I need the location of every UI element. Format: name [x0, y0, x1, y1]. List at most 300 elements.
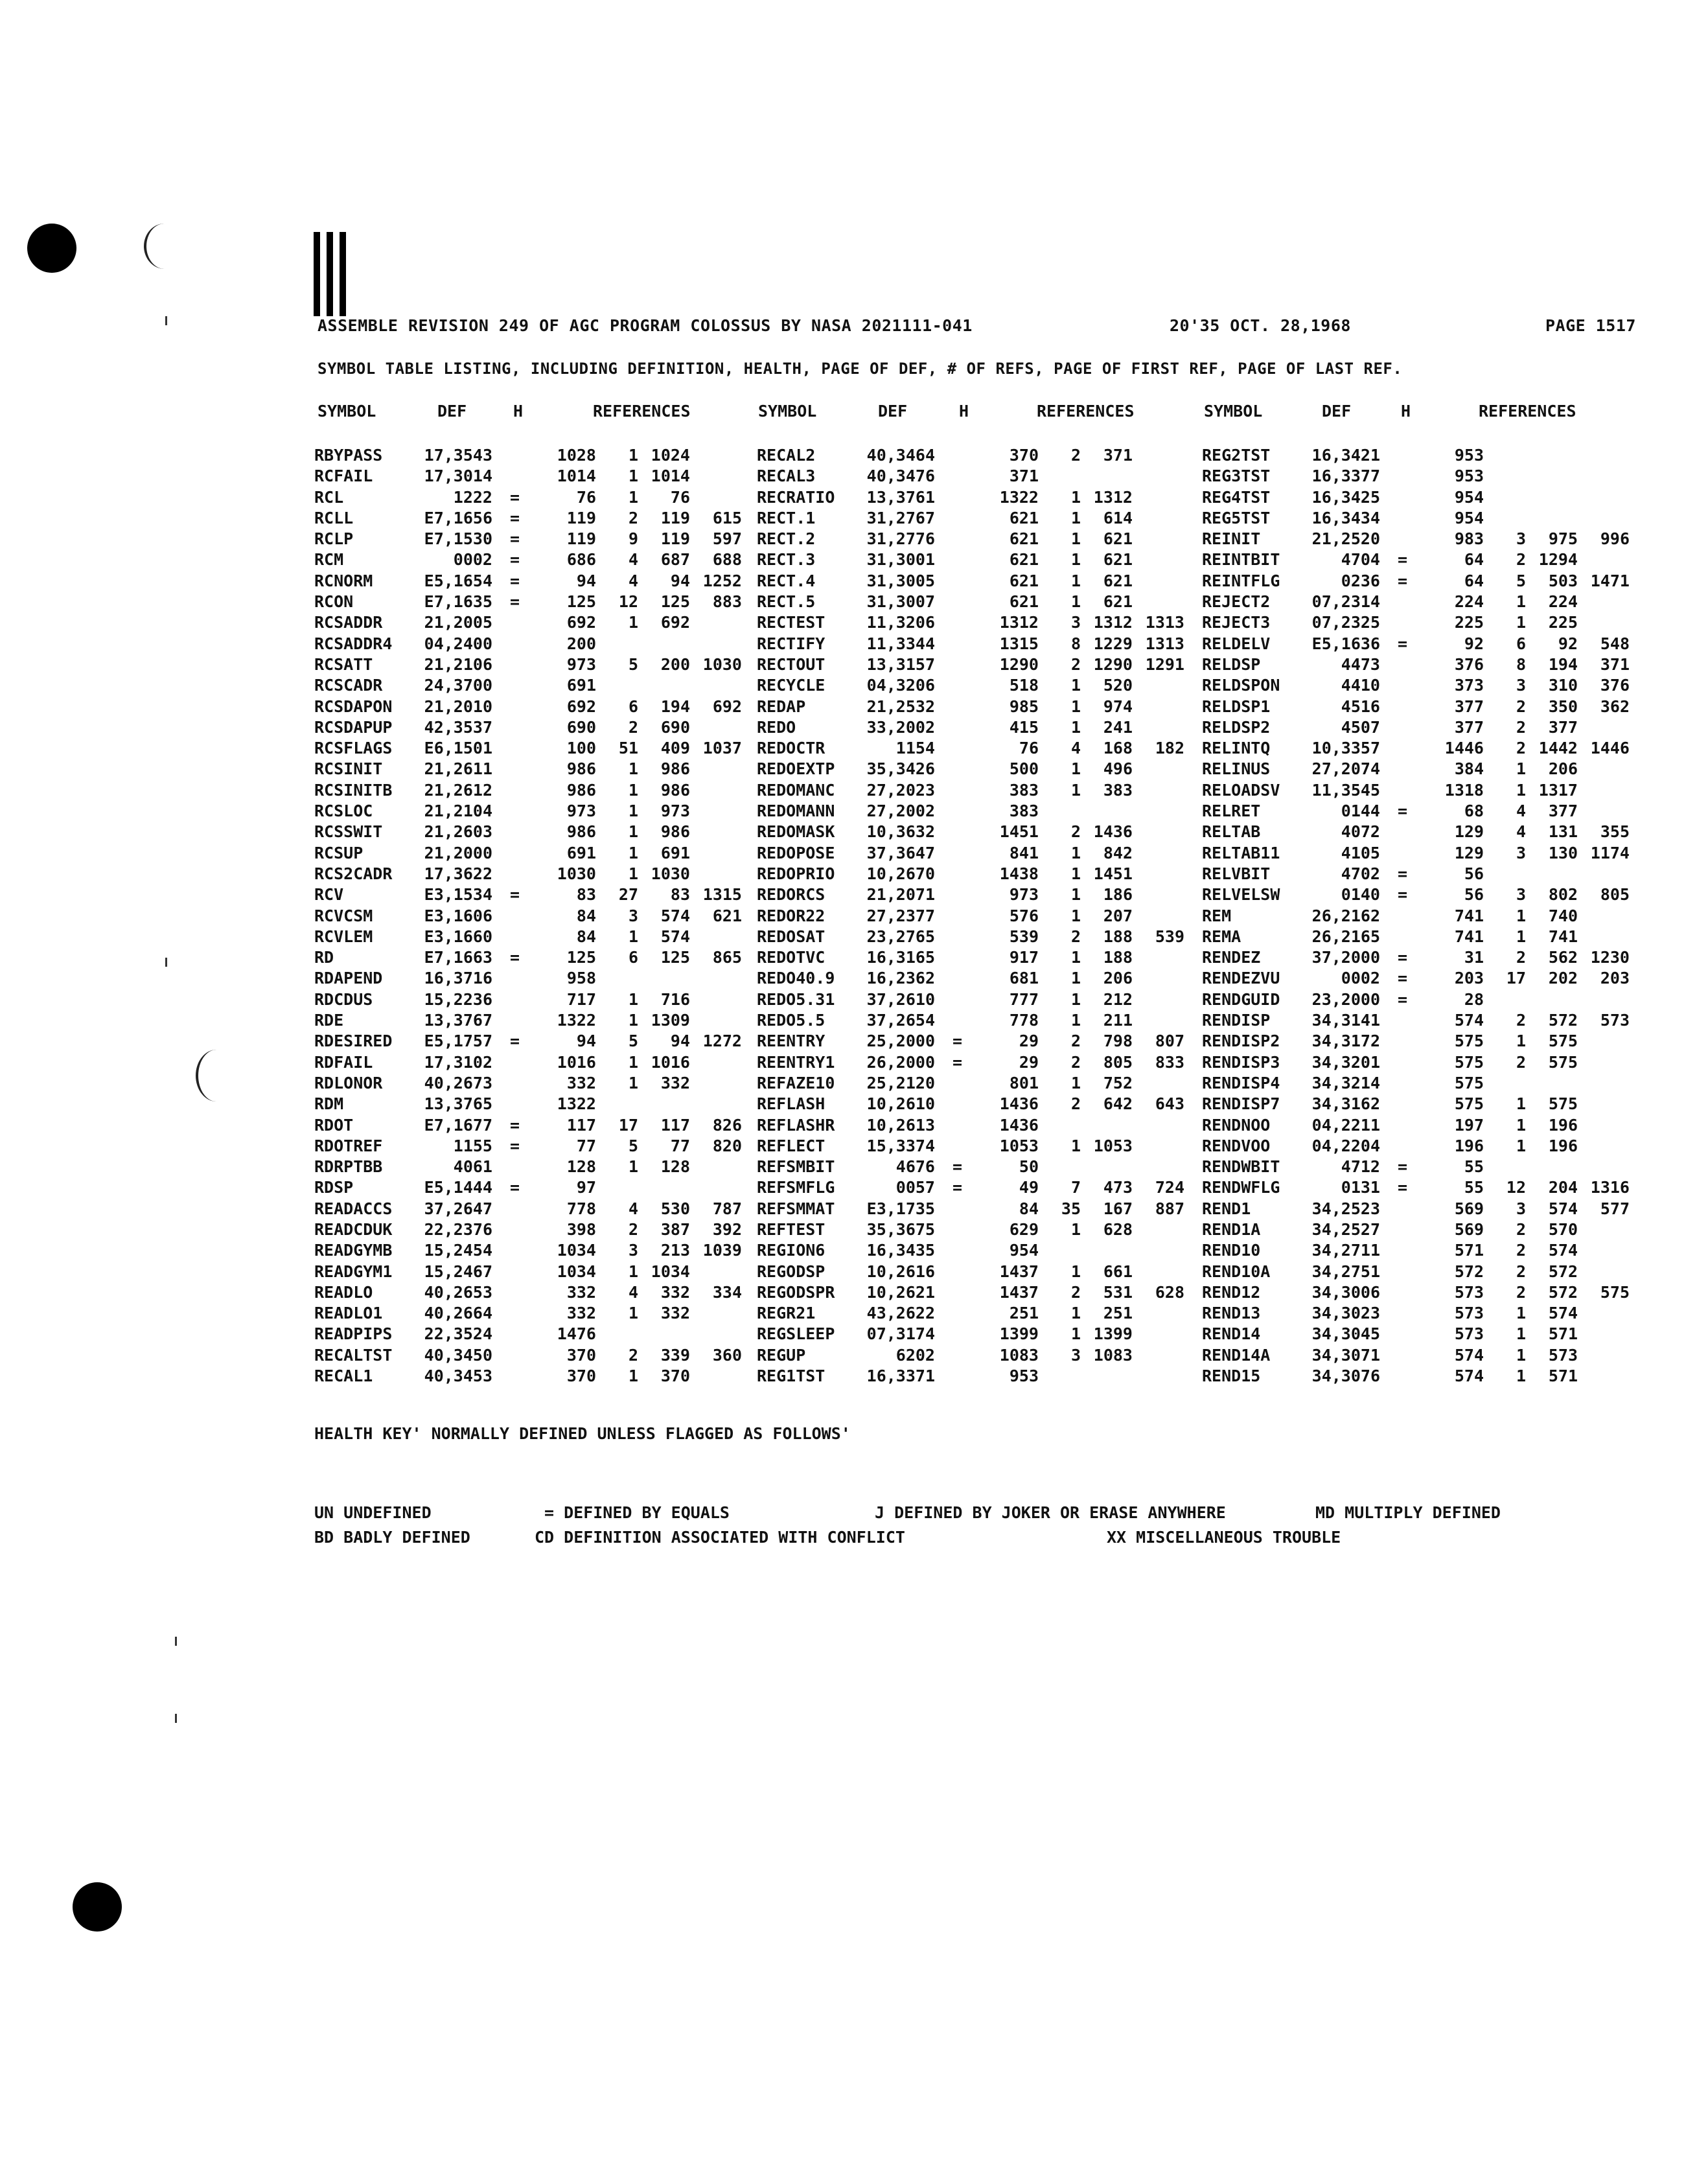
definition: E7,1530 [424, 529, 492, 549]
page-of-def: 573 [1454, 1282, 1484, 1302]
symbol-name: REG1TST [757, 1367, 825, 1386]
symbol-name: RENDWBIT [1202, 1157, 1280, 1177]
page-of-def: 29 [1019, 1052, 1039, 1072]
last-ref: 392 [712, 1219, 742, 1239]
punch-hole-arc-middle [196, 1050, 237, 1102]
page-of-def: 29 [1019, 1032, 1039, 1051]
ref-count: 1 [1516, 906, 1526, 925]
ref-count: 3 [628, 1241, 638, 1260]
definition: 37,3647 [866, 843, 935, 862]
definition: 0057 [895, 1178, 935, 1197]
definition: 34,3141 [1311, 1011, 1380, 1030]
symbol-name: REND13 [1202, 1304, 1261, 1323]
page-of-def: 377 [1454, 717, 1484, 737]
definition: 4105 [1341, 843, 1380, 862]
ref-count: 4 [1516, 822, 1526, 842]
col-header-references: REFERENCES [1037, 402, 1135, 421]
header-subtitle: SYMBOL TABLE LISTING, INCLUDING DEFINITION, HEALTH, PAGE OF DEF, # OF REFS, PAGE OF FIRST REF, PAGE OF LAST REF. [317, 360, 1403, 378]
page-of-def: 1083 [999, 1345, 1039, 1365]
definition: 15,3374 [866, 1136, 935, 1155]
symbol-name: RDRPTBB [314, 1157, 383, 1177]
first-ref: 503 [1548, 571, 1578, 590]
page-of-def: 1315 [999, 634, 1039, 653]
first-ref: 571 [1548, 1324, 1578, 1344]
ref-count: 1 [628, 843, 638, 862]
margin-mark [175, 1637, 177, 1646]
definition: 1222 [453, 487, 492, 507]
definition: 4704 [1341, 550, 1380, 570]
first-ref: 575 [1548, 1052, 1578, 1072]
symbol-name: RENDWFLG [1202, 1178, 1280, 1197]
col-header-symbol: SYMBOL [317, 402, 376, 421]
ref-count: 1 [1516, 592, 1526, 612]
page-of-def: 574 [1454, 1011, 1484, 1030]
definition: 34,2751 [1311, 1262, 1380, 1281]
definition: 10,3632 [866, 822, 935, 842]
symbol-name: RDM [314, 1094, 344, 1114]
first-ref: 204 [1548, 1178, 1578, 1197]
ref-count: 2 [1516, 739, 1526, 758]
first-ref: 805 [1103, 1052, 1133, 1072]
definition: 26,2000 [866, 1052, 935, 1072]
symbol-name: RENDISP3 [1202, 1052, 1280, 1072]
header-page-number: PAGE 1517 [1545, 316, 1636, 335]
first-ref: 332 [660, 1073, 690, 1092]
ref-count: 8 [1070, 634, 1081, 653]
symbol-name: RELDSP2 [1202, 717, 1271, 737]
definition: 0002 [1341, 969, 1380, 988]
ref-count: 1 [1516, 1367, 1526, 1386]
ref-count: 4 [628, 1282, 638, 1302]
health-key-multiply: MD MULTIPLY DEFINED [1315, 1503, 1501, 1522]
page-of-def: 64 [1464, 571, 1484, 590]
definition: 16,3377 [1311, 467, 1380, 486]
first-ref: 741 [1548, 927, 1578, 946]
definition: E5,1654 [424, 571, 492, 590]
page-of-def: 621 [1009, 508, 1039, 527]
health-flag: = [510, 487, 520, 507]
symbol-name: READPIPS [314, 1324, 393, 1344]
definition: 10,2621 [866, 1282, 935, 1302]
ref-count: 1 [628, 822, 638, 842]
definition: E7,1635 [424, 592, 492, 612]
ref-count: 1 [1516, 927, 1526, 946]
first-ref: 687 [660, 550, 690, 570]
symbol-name: RCVCSM [314, 906, 373, 925]
ref-count: 1 [1516, 1304, 1526, 1323]
symbol-name: REM [1202, 906, 1232, 925]
definition: 04,2204 [1311, 1136, 1380, 1155]
ref-count: 1 [1070, 1262, 1081, 1281]
page-of-def: 377 [1454, 697, 1484, 716]
page-of-def: 55 [1464, 1157, 1484, 1177]
first-ref: 520 [1103, 676, 1133, 695]
symbol-name: REG3TST [1202, 467, 1271, 486]
definition: 4061 [453, 1157, 492, 1177]
page-of-def: 49 [1019, 1178, 1039, 1197]
page-of-def: 77 [576, 1136, 596, 1155]
symbol-name: RELDELV [1202, 634, 1271, 653]
first-ref: 716 [660, 989, 690, 1009]
page-of-def: 539 [1009, 927, 1039, 946]
first-ref: 1294 [1538, 550, 1578, 570]
definition: 40,3453 [424, 1367, 492, 1386]
ref-count: 2 [1516, 717, 1526, 737]
definition: 11,3344 [866, 634, 935, 653]
first-ref: 212 [1103, 989, 1133, 1009]
definition: 04,3206 [866, 676, 935, 695]
first-ref: 740 [1548, 906, 1578, 925]
page-of-def: 203 [1454, 969, 1484, 988]
page-of-def: 1053 [999, 1136, 1039, 1155]
first-ref: 973 [660, 802, 690, 821]
definition: 21,2612 [424, 780, 492, 800]
page-of-def: 985 [1009, 697, 1039, 716]
symbol-name: RENDEZ [1202, 948, 1261, 967]
punch-hole-top [27, 224, 76, 273]
page-of-def: 575 [1454, 1094, 1484, 1114]
last-ref: 376 [1600, 676, 1630, 695]
last-ref: 805 [1600, 885, 1630, 905]
definition: 40,2673 [424, 1073, 492, 1092]
first-ref: 251 [1103, 1304, 1133, 1323]
page-of-def: 128 [566, 1157, 596, 1177]
page-of-def: 621 [1009, 571, 1039, 590]
page-of-def: 1451 [999, 822, 1039, 842]
health-flag: = [1398, 989, 1408, 1009]
last-ref: 1252 [702, 571, 742, 590]
last-ref: 724 [1155, 1178, 1184, 1197]
ref-count: 1 [628, 759, 638, 779]
first-ref: 350 [1548, 697, 1578, 716]
margin-mark [175, 1714, 177, 1723]
ref-count: 1 [1516, 1136, 1526, 1155]
definition: 16,3716 [424, 969, 492, 988]
definition: 0131 [1341, 1178, 1380, 1197]
ref-count: 3 [1516, 529, 1526, 549]
ref-count: 6 [1516, 634, 1526, 653]
definition: 40,2653 [424, 1282, 492, 1302]
page-of-def: 55 [1464, 1178, 1484, 1197]
ref-count: 1 [628, 1073, 638, 1092]
symbol-name: RENDEZVU [1202, 969, 1280, 988]
ref-count: 1 [1070, 864, 1081, 883]
health-flag: = [952, 1157, 963, 1177]
page-of-def: 1030 [557, 864, 596, 883]
health-flag: = [510, 1032, 520, 1051]
symbol-name: REDOMANN [757, 802, 835, 821]
health-flag: = [510, 529, 520, 549]
definition: 07,2314 [1311, 592, 1380, 612]
page-of-def: 200 [566, 634, 596, 653]
symbol-name: RENDISP7 [1202, 1094, 1280, 1114]
page-of-def: 370 [566, 1345, 596, 1365]
definition: 15,2467 [424, 1262, 492, 1281]
ref-count: 2 [1070, 1052, 1081, 1072]
page-of-def: 94 [576, 571, 596, 590]
first-ref: 1034 [651, 1262, 690, 1281]
definition: 16,3434 [1311, 508, 1380, 527]
first-ref: 572 [1548, 1282, 1578, 1302]
ref-count: 1 [1516, 1032, 1526, 1051]
ref-count: 2 [1070, 1094, 1081, 1114]
symbol-name: RCSINIT [314, 759, 383, 779]
ref-count: 1 [1070, 571, 1081, 590]
definition: 21,2611 [424, 759, 492, 779]
first-ref: 621 [1103, 592, 1133, 612]
page-of-def: 973 [566, 802, 596, 821]
symbol-name: REFSMMAT [757, 1199, 835, 1218]
first-ref: 614 [1103, 508, 1133, 527]
ref-count: 4 [628, 571, 638, 590]
ref-count: 1 [1516, 1115, 1526, 1135]
definition: 11,3206 [866, 613, 935, 632]
symbol-name: RCVLEM [314, 927, 373, 946]
page-of-def: 690 [566, 717, 596, 737]
health-flag: = [952, 1052, 963, 1072]
ref-count: 2 [1516, 697, 1526, 716]
ref-count: 2 [1516, 1219, 1526, 1239]
page-of-def: 621 [1009, 592, 1039, 612]
page-of-def: 415 [1009, 717, 1039, 737]
symbol-name: RDFAIL [314, 1052, 373, 1072]
ref-count: 1 [1070, 885, 1081, 905]
first-ref: 691 [660, 843, 690, 862]
definition: 4072 [1341, 822, 1380, 842]
page-of-def: 500 [1009, 759, 1039, 779]
health-flag: = [952, 1032, 963, 1051]
page-of-def: 691 [566, 843, 596, 862]
definition: 26,2162 [1311, 906, 1380, 925]
symbol-name: RCS2CADR [314, 864, 393, 883]
symbol-name: RENDNOO [1202, 1115, 1271, 1135]
symbol-name: READCDUK [314, 1219, 393, 1239]
first-ref: 572 [1548, 1011, 1578, 1030]
ref-count: 1 [628, 864, 638, 883]
symbol-name: REDORCS [757, 885, 825, 905]
definition: E7,1656 [424, 508, 492, 527]
first-ref: 94 [670, 571, 690, 590]
page-of-def: 371 [1009, 467, 1039, 486]
symbol-name: RBYPASS [314, 446, 383, 465]
ref-count: 5 [1516, 571, 1526, 590]
ref-count: 6 [628, 697, 638, 716]
definition: 31,3005 [866, 571, 935, 590]
ref-count: 4 [628, 550, 638, 570]
margin-mark [165, 958, 167, 967]
page-of-def: 621 [1009, 550, 1039, 570]
page-of-def: 196 [1454, 1136, 1484, 1155]
first-ref: 83 [670, 885, 690, 905]
symbol-name: REND10 [1202, 1241, 1261, 1260]
definition: 21,2104 [424, 802, 492, 821]
first-ref: 202 [1548, 969, 1578, 988]
symbol-name: RECTOUT [757, 654, 825, 674]
last-ref: 1174 [1590, 843, 1630, 862]
symbol-name: RCSUP [314, 843, 364, 862]
first-ref: 77 [670, 1136, 690, 1155]
ref-count: 1 [628, 1262, 638, 1281]
first-ref: 119 [660, 529, 690, 549]
symbol-name: REINTBIT [1202, 550, 1280, 570]
first-ref: 574 [660, 927, 690, 946]
symbol-name: REGUP [757, 1345, 806, 1365]
page-of-def: 1438 [999, 864, 1039, 883]
last-ref: 883 [712, 592, 742, 612]
page-of-def: 1028 [557, 446, 596, 465]
first-ref: 213 [660, 1241, 690, 1260]
symbol-name: READGYM1 [314, 1262, 393, 1281]
page-of-def: 841 [1009, 843, 1039, 862]
ref-count: 1 [1516, 1345, 1526, 1365]
first-ref: 1016 [651, 1052, 690, 1072]
page-of-def: 1476 [557, 1324, 596, 1344]
page-of-def: 571 [1454, 1241, 1484, 1260]
symbol-name: RECALTST [314, 1345, 393, 1365]
page-of-def: 983 [1454, 529, 1484, 549]
page-of-def: 717 [566, 989, 596, 1009]
page-of-def: 1016 [557, 1052, 596, 1072]
symbol-name: RCNORM [314, 571, 373, 590]
last-ref: 820 [712, 1136, 742, 1155]
symbol-name: RELINUS [1202, 759, 1271, 779]
ref-count: 1 [1516, 759, 1526, 779]
first-ref: 986 [660, 759, 690, 779]
symbol-name: RELDSPON [1202, 676, 1280, 695]
ref-count: 1 [1070, 1073, 1081, 1092]
punch-hole-arc-top [144, 224, 185, 269]
definition: 31,3007 [866, 592, 935, 612]
first-ref: 332 [660, 1282, 690, 1302]
last-ref: 371 [1600, 654, 1630, 674]
definition: 37,2647 [424, 1199, 492, 1218]
definition: 21,2532 [866, 697, 935, 716]
symbol-name: REGODSP [757, 1262, 825, 1281]
col-header-def: DEF [878, 402, 908, 421]
definition: 13,3157 [866, 654, 935, 674]
page-of-def: 332 [566, 1282, 596, 1302]
page-of-def: 383 [1009, 802, 1039, 821]
first-ref: 196 [1548, 1115, 1578, 1135]
ref-count: 1 [1070, 717, 1081, 737]
symbol-name: RENDGUID [1202, 989, 1280, 1009]
health-flag: = [1398, 864, 1408, 883]
definition: 13,3767 [424, 1011, 492, 1030]
definition: 4702 [1341, 864, 1380, 883]
ref-count: 1 [1070, 676, 1081, 695]
page-of-def: 398 [566, 1219, 596, 1239]
symbol-name: REDOR22 [757, 906, 825, 925]
page-of-def: 917 [1009, 948, 1039, 967]
page-of-def: 691 [566, 676, 596, 695]
page-of-def: 94 [576, 1032, 596, 1051]
ref-count: 17 [1506, 969, 1526, 988]
first-ref: 562 [1548, 948, 1578, 967]
symbol-name: RCLL [314, 508, 354, 527]
ref-count: 1 [1070, 508, 1081, 527]
first-ref: 975 [1548, 529, 1578, 549]
symbol-name: REDOMASK [757, 822, 835, 842]
definition: 0236 [1341, 571, 1380, 590]
ref-count: 27 [618, 885, 638, 905]
first-ref: 188 [1103, 927, 1133, 946]
ref-count: 51 [618, 739, 638, 758]
ref-count: 1 [628, 613, 638, 632]
last-ref: 996 [1600, 529, 1630, 549]
health-flag: = [1398, 1157, 1408, 1177]
health-flag: = [1398, 802, 1408, 821]
col-header-h: H [513, 402, 524, 421]
definition: 34,3162 [1311, 1094, 1380, 1114]
punch-hole-bottom [73, 1882, 122, 1932]
symbol-name: RECT.2 [757, 529, 816, 549]
ref-count: 1 [1070, 550, 1081, 570]
definition: 4473 [1341, 654, 1380, 674]
first-ref: 1436 [1093, 822, 1133, 842]
ref-count: 1 [1070, 780, 1081, 800]
first-ref: 571 [1548, 1367, 1578, 1386]
first-ref: 661 [1103, 1262, 1133, 1281]
first-ref: 621 [1103, 550, 1133, 570]
first-ref: 207 [1103, 906, 1133, 925]
health-flag: = [510, 1115, 520, 1135]
symbol-name: READACCS [314, 1199, 393, 1218]
first-ref: 1053 [1093, 1136, 1133, 1155]
page-of-def: 741 [1454, 927, 1484, 946]
ref-count: 1 [1070, 1011, 1081, 1030]
page-of-def: 83 [576, 885, 596, 905]
definition: E7,1677 [424, 1115, 492, 1135]
symbol-name: RCSDAPUP [314, 717, 393, 737]
first-ref: 1451 [1093, 864, 1133, 883]
symbol-name: REDOEXTP [757, 759, 835, 779]
symbol-name: REINTFLG [1202, 571, 1280, 590]
symbol-name: REDOPOSE [757, 843, 835, 862]
symbol-name: REDO [757, 717, 796, 737]
symbol-name: REDOCTR [757, 739, 825, 758]
last-ref: 833 [1155, 1052, 1184, 1072]
definition: 40,3464 [866, 446, 935, 465]
definition: 37,2610 [866, 989, 935, 1009]
health-flag: = [1398, 550, 1408, 570]
ref-count: 1 [1070, 1136, 1081, 1155]
ref-count: 3 [1070, 1345, 1081, 1365]
page-of-def: 973 [1009, 885, 1039, 905]
symbol-name: REMA [1202, 927, 1241, 946]
symbol-name: RCV [314, 885, 344, 905]
col-header-symbol: SYMBOL [1204, 402, 1263, 421]
page-of-def: 1437 [999, 1282, 1039, 1302]
last-ref: 362 [1600, 697, 1630, 716]
health-flag: = [1398, 948, 1408, 967]
first-ref: 496 [1103, 759, 1133, 779]
first-ref: 76 [670, 487, 690, 507]
symbol-name: RCFAIL [314, 467, 373, 486]
symbol-name: RECT.4 [757, 571, 816, 590]
page-of-def: 574 [1454, 1345, 1484, 1365]
health-flag: = [510, 592, 520, 612]
symbol-name: REFSMFLG [757, 1178, 835, 1197]
ref-count: 4 [1516, 802, 1526, 821]
first-ref: 387 [660, 1219, 690, 1239]
definition: 31,3001 [866, 550, 935, 570]
health-key-misc: XX MISCELLANEOUS TROUBLE [1107, 1528, 1341, 1547]
first-ref: 200 [660, 654, 690, 674]
last-ref: 334 [712, 1282, 742, 1302]
ref-count: 2 [1516, 1241, 1526, 1260]
page-of-def: 1437 [999, 1262, 1039, 1281]
definition: 1154 [895, 739, 935, 758]
